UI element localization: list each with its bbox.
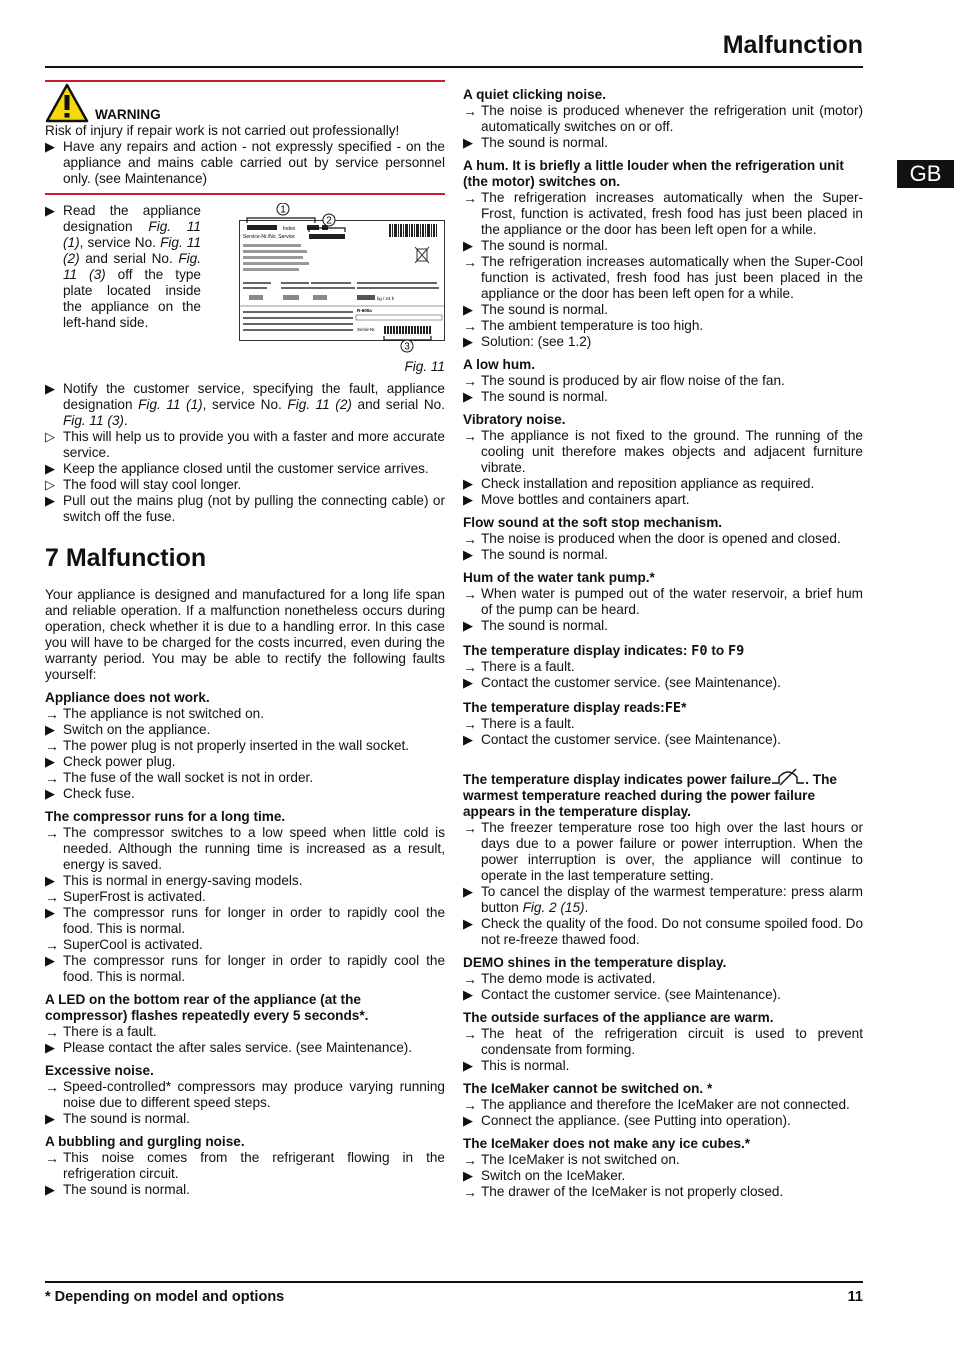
arrow-right-icon: → xyxy=(463,318,477,334)
cause-item: → The ambient temperature is too high. xyxy=(463,318,704,334)
cause-item: → There is a fault. xyxy=(463,659,575,675)
arrow-right-icon: → xyxy=(45,770,59,786)
fault-title: The IceMaker does not make any ice cubes.* xyxy=(463,1136,751,1151)
plate-serial-label: Serial-Nr. xyxy=(357,327,376,332)
arrow-right-icon: → xyxy=(463,254,477,270)
fault-title: A hum. It is briefly a little louder when the refrigeration unit (the motor) switches on. xyxy=(463,158,844,189)
action-item: ▶ The sound is normal. xyxy=(463,547,608,562)
fault-title: The temperature display reads:FE* xyxy=(463,700,687,716)
action-item: ▶ Please contact the after sales service. (see Maintenance). xyxy=(45,1040,413,1055)
left-column xyxy=(45,80,445,1198)
fault-display-fe xyxy=(463,700,863,748)
triangle-bullet-icon: ▶ xyxy=(463,135,473,150)
action-item: ▶ The sound is normal. xyxy=(45,1182,190,1197)
action-item: ▶ This is normal. xyxy=(463,1058,570,1073)
fault-title: DEMO shines in the temperature display. xyxy=(463,955,727,970)
action-item: ▶ Check installation and reposition appliance as required. xyxy=(463,476,815,491)
fault-block xyxy=(45,992,445,1056)
triangle-bullet-icon: ▶ xyxy=(463,987,473,1002)
plate-service-label: Service-Nr./No. Service xyxy=(243,234,295,240)
action-item: ▶ Solution: (see 1.2) xyxy=(463,334,592,349)
fault-block xyxy=(45,690,445,802)
arrow-right-icon: → xyxy=(45,738,59,754)
action-item: ▶ To cancel the display of the warmest temperature: press alarm button Fig. 2 (15). xyxy=(463,884,863,915)
page-number: 11 xyxy=(847,1289,863,1305)
arrow-right-icon: → xyxy=(463,428,477,444)
footer-rule xyxy=(45,1281,863,1283)
plate-refrigerant-label: R-600a xyxy=(357,308,372,313)
action-item: ▶ The sound is normal. xyxy=(463,238,608,253)
section-title: 7 Malfunction xyxy=(45,544,207,572)
fault-block xyxy=(463,1010,863,1074)
arrow-right-icon: → xyxy=(463,190,477,206)
cause-item: → The power plug is not properly inserted in the wall socket. xyxy=(45,738,410,754)
action-item: ▶ Keep the appliance closed until the customer service arrives. xyxy=(45,461,429,476)
triangle-bullet-icon: ▶ xyxy=(463,1113,473,1128)
hollow-triangle-icon: ▷ xyxy=(45,429,55,444)
fault-block xyxy=(463,87,863,151)
section-intro: Your appliance is designed and manufactured for a long life span and reliable operation. If a malfunction nonetheless occurs during operation, check whether it is due to a handling error. In this case you will have to be charged for the costs incurred, even during the warranty period. You may be able to rectify the following faults yourself: xyxy=(45,587,445,682)
action-item: ▶ The compressor runs for longer in order to rapidly cool the food. This is normal. xyxy=(45,905,445,936)
arrow-right-icon: → xyxy=(463,971,477,987)
fault-title: Appliance does not work. xyxy=(45,690,210,705)
arrow-right-icon: → xyxy=(45,937,59,953)
action-item: ▶ Check the quality of the food. Do not consume spoiled food. Do not re-freeze thawed food. xyxy=(463,916,863,947)
warning-heading xyxy=(45,83,445,123)
cause-item: → SuperCool is activated. xyxy=(45,937,203,953)
cause-item: → The appliance is not switched on. xyxy=(45,706,265,722)
fault-block xyxy=(45,1063,445,1127)
type-plate-illustration xyxy=(239,203,445,353)
triangle-bullet-icon: ▶ xyxy=(45,873,55,888)
arrow-right-icon: → xyxy=(45,1024,59,1040)
header-rule xyxy=(45,66,863,68)
action-item: ▶ The sound is normal. xyxy=(463,135,608,150)
arrow-right-icon: → xyxy=(463,1184,477,1200)
action-item: ▶ Check power plug. xyxy=(45,754,176,769)
right-column xyxy=(463,80,863,1200)
triangle-bullet-icon: ▶ xyxy=(463,389,473,404)
fault-title: A LED on the bottom rear of the appliance (at the compressor) flashes repeatedly every 5 seconds*. xyxy=(45,992,369,1023)
action-item: ▶ Contact the customer service. (see Maintenance). xyxy=(463,732,781,747)
fault-title: The temperature display indicates: F0 to F9 xyxy=(463,643,745,659)
action-item: ▶ The sound is normal. xyxy=(45,1111,190,1126)
type-plate-instruction: ▶ Read the appliance designation Fig. 11 (1), service No. Fig. 11 (2) and serial No. Fig. 11 (3) off the type plate located inside the appliance on the left-hand side. xyxy=(45,203,201,330)
cause-item: → The heat of the refrigeration circuit is used to prevent condensate from forming. xyxy=(463,1026,863,1057)
fault-block xyxy=(463,570,863,634)
cause-item: → SuperFrost is activated. xyxy=(45,889,206,905)
type-plate-block xyxy=(45,203,445,375)
cause-item: → There is a fault. xyxy=(45,1024,157,1040)
arrow-right-icon: → xyxy=(463,716,477,732)
triangle-bullet-icon: ▶ xyxy=(463,302,473,317)
triangle-bullet-icon: ▶ xyxy=(45,905,55,920)
cause-item: → The noise is produced whenever the refrigeration unit (motor) automatically switches on or off. xyxy=(463,103,863,134)
arrow-right-icon: → xyxy=(463,1026,477,1042)
triangle-bullet-icon: ▶ xyxy=(463,916,473,931)
fault-title: The compressor runs for a long time. xyxy=(45,809,286,824)
triangle-bullet-icon: ▶ xyxy=(45,754,55,769)
fault-block xyxy=(45,809,445,985)
cause-item: → The appliance and therefore the IceMaker are not connected. xyxy=(463,1097,850,1113)
triangle-bullet-icon: ▶ xyxy=(45,1182,55,1197)
fault-list-right-b xyxy=(463,955,863,1200)
plate-index-label: Index xyxy=(283,226,296,232)
triangle-bullet-icon: ▶ xyxy=(463,547,473,562)
fault-display-f xyxy=(463,643,863,691)
arrow-right-icon: → xyxy=(463,531,477,547)
triangle-bullet-icon: ▶ xyxy=(45,1111,55,1126)
triangle-bullet-icon: ▶ xyxy=(463,618,473,633)
fault-title: Excessive noise. xyxy=(45,1063,154,1078)
action-item: ▶ The sound is normal. xyxy=(463,302,608,317)
triangle-bullet-icon: ▶ xyxy=(45,722,55,737)
action-item: ▶ Move bottles and containers apart. xyxy=(463,492,690,507)
arrow-right-icon: → xyxy=(463,586,477,602)
triangle-bullet-icon: ▶ xyxy=(45,381,55,396)
cause-item: → The demo mode is activated. xyxy=(463,971,656,987)
type-plate-figure xyxy=(239,203,445,375)
callout-3: 3 xyxy=(404,341,410,353)
warning-text: Risk of injury if repair work is not carried out professionally! xyxy=(45,123,400,138)
hollow-triangle-icon: ▷ xyxy=(45,477,55,492)
fault-title: A bubbling and gurgling noise. xyxy=(45,1134,245,1149)
warning-top-rule xyxy=(45,80,445,82)
triangle-bullet-icon: ▶ xyxy=(45,139,55,154)
arrow-right-icon: → xyxy=(463,1097,477,1113)
warning-bottom-rule xyxy=(45,193,445,195)
triangle-bullet-icon: ▶ xyxy=(463,675,473,690)
action-item: ▶ The sound is normal. xyxy=(463,618,608,633)
fault-title: The IceMaker cannot be switched on. * xyxy=(463,1081,713,1096)
fault-title: A quiet clicking noise. xyxy=(463,87,607,102)
triangle-bullet-icon: ▶ xyxy=(463,884,473,899)
result-item: ▷ This will help us to provide you with a faster and more accurate service. xyxy=(45,429,445,460)
cause-item: → Speed-controlled* compressors may produce varying running noise due to different speed steps. xyxy=(45,1079,445,1110)
triangle-bullet-icon: ▶ xyxy=(45,953,55,968)
triangle-bullet-icon: ▶ xyxy=(45,461,55,476)
fault-title: Vibratory noise. xyxy=(463,412,566,427)
cause-item: → The refrigeration increases automatically when the Super-Frost, function is activated, fresh food has just been placed in the appliance or the door has been left open for a while. xyxy=(463,190,863,237)
action-item: ▶ Contact the customer service. (see Maintenance). xyxy=(463,675,781,690)
arrow-right-icon: → xyxy=(45,1150,59,1166)
fault-title: Flow sound at the soft stop mechanism. xyxy=(463,515,723,530)
action-item: ▶ Check fuse. xyxy=(45,786,135,801)
arrow-right-icon: → xyxy=(45,889,59,905)
arrow-right-icon: → xyxy=(45,1079,59,1095)
cause-item: → The noise is produced when the door is opened and closed. xyxy=(463,531,841,547)
fault-power-failure xyxy=(463,768,863,948)
triangle-bullet-icon: ▶ xyxy=(463,334,473,349)
fault-title: Hum of the water tank pump.* xyxy=(463,570,655,585)
arrow-right-icon: → xyxy=(463,103,477,119)
warning-bullet: ▶ Have any repairs and action - not expressly specified - on the appliance and mains cable carried out by service personnel only. (see Maintenance) xyxy=(45,139,445,186)
result-item: ▷ The food will stay cool longer. xyxy=(45,477,242,492)
triangle-bullet-icon: ▶ xyxy=(463,1058,473,1073)
action-item: ▶ Contact the customer service. (see Maintenance). xyxy=(463,987,781,1002)
cause-item: → This noise comes from the refrigerant flowing in the refrigeration circuit. xyxy=(45,1150,445,1181)
action-item: ▶ The sound is normal. xyxy=(463,389,608,404)
page-header-title: Malfunction xyxy=(722,31,863,59)
language-tab: GB xyxy=(897,160,954,188)
fault-block xyxy=(463,955,863,1003)
fault-title: The outside surfaces of the appliance are warm. xyxy=(463,1010,774,1025)
fault-title: A low hum. xyxy=(463,357,535,372)
fault-block xyxy=(463,515,863,563)
action-item: ▶ The compressor runs for longer in order to rapidly cool the food. This is normal. xyxy=(45,953,445,984)
arrow-right-icon: → xyxy=(463,659,477,675)
triangle-bullet-icon: ▶ xyxy=(45,786,55,801)
fault-block xyxy=(45,1134,445,1198)
power-failure-icon xyxy=(771,768,805,786)
arrow-right-icon: → xyxy=(45,706,59,722)
footnote: * Depending on model and options xyxy=(45,1289,285,1305)
fault-list-left xyxy=(45,690,445,1198)
plate-capacity-label: kg / 24 h xyxy=(377,296,395,301)
fault-block xyxy=(463,357,863,405)
cause-item: → When water is pumped out of the water reservoir, a brief hum of the pump can be heard. xyxy=(463,586,863,617)
action-item: ▶ Pull out the mains plug (not by pulling the connecting cable) or switch off the fuse. xyxy=(45,493,445,524)
notify-instruction: ▶ Notify the customer service, specifying the fault, appliance designation Fig. 11 (1), service No. Fig. 11 (2) and serial No. Fig. 11 (3). xyxy=(45,381,445,428)
triangle-bullet-icon: ▶ xyxy=(45,493,55,508)
action-item: ▶ Switch on the appliance. xyxy=(45,722,211,737)
triangle-bullet-icon: ▶ xyxy=(463,476,473,491)
notify-followups xyxy=(45,429,445,525)
callout-1: 1 xyxy=(280,204,286,216)
fault-list-right-a xyxy=(463,87,863,634)
fault-block xyxy=(463,412,863,508)
triangle-bullet-icon: ▶ xyxy=(463,1168,473,1183)
warning-triangle-icon xyxy=(45,83,89,123)
fault-block xyxy=(463,1136,863,1200)
triangle-bullet-icon: ▶ xyxy=(45,1040,55,1055)
arrow-right-icon: → xyxy=(463,1152,477,1168)
action-item: ▶ Connect the appliance. (see Putting into operation). xyxy=(463,1113,791,1128)
callout-2: 2 xyxy=(326,215,332,227)
cause-item: → The fuse of the wall socket is not in order. xyxy=(45,770,314,786)
fault-title: The temperature display indicates power failure . The warmest temperature reached during the power failure appears in the temperature display. xyxy=(463,768,863,820)
cause-item: → The compressor switches to a low speed when little cold is needed. Although the running time is increased as a result, energy is saved. xyxy=(45,825,445,872)
fault-block xyxy=(463,1081,863,1129)
fault-block xyxy=(463,158,863,350)
cause-item: → The IceMaker is not switched on. xyxy=(463,1152,680,1168)
arrow-right-icon: → xyxy=(45,825,59,841)
cause-item: → There is a fault. xyxy=(463,716,575,732)
cause-item: → The sound is produced by air flow noise of the fan. xyxy=(463,373,785,389)
triangle-bullet-icon: ▶ xyxy=(463,732,473,747)
cause-item: → The drawer of the IceMaker is not properly closed. xyxy=(463,1184,784,1200)
triangle-bullet-icon: ▶ xyxy=(463,492,473,507)
cause-item: → The appliance is not fixed to the ground. The running of the cooling unit therefore makes objects and adjacent furniture vibrate. xyxy=(463,428,863,475)
cause-item: → The freezer temperature rose too high over the last hours or days due to a power failure or power interruption. When the power interruption is over, the appliance will continue to operate in the last temperature setting. xyxy=(463,820,863,883)
triangle-bullet-icon: ▶ xyxy=(45,203,55,218)
action-item: ▶ This is normal in energy-saving models. xyxy=(45,873,303,888)
figure-caption: Fig. 11 xyxy=(404,359,445,374)
warning-label: WARNING xyxy=(95,107,161,122)
triangle-bullet-icon: ▶ xyxy=(463,238,473,253)
action-item: ▶ Switch on the IceMaker. xyxy=(463,1168,626,1183)
arrow-right-icon: → xyxy=(463,820,477,836)
cause-item: → The refrigeration increases automatically when the Super-Cool function is activated, fresh food has just been placed in the appliance or the door has been left open for a while. xyxy=(463,254,863,301)
arrow-right-icon: → xyxy=(463,373,477,389)
